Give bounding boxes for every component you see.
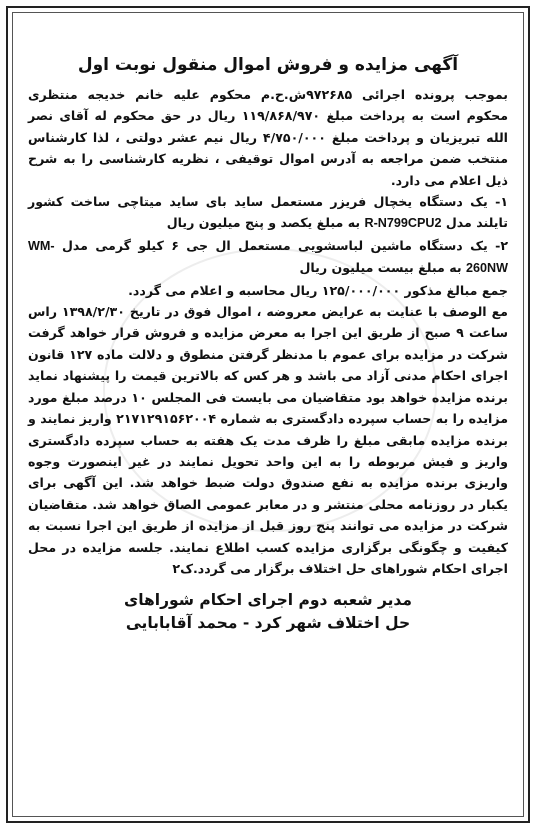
signature-line-1: مدیر شعبه دوم اجرای احکام شوراهای (124, 591, 412, 610)
item-1-model: R-N799CPU2 (364, 216, 442, 231)
item-1 (28, 191, 508, 235)
item-2-price: به مبلغ بیست میلیون ریال (299, 260, 462, 276)
notice-content (28, 54, 508, 635)
body-paragraph: مع الوصف با عنایت به عرایض معروضه ، اموال فوق در تاریخ ۱۳۹۸/۲/۳۰ راس ساعت ۹ صبح از طریق این اجرا به معرض مزایده و فروش قرار خواهد گرفت شرکت در مزایده برای عموم با مدنظر گرفتن منطوق و دلالت ماده ۱۲۷ قانون اجرای احکام مدنی آزاد می باشد و هر کس که بالاترین قیمت را پیشنهاد نماید برنده مزایده خواهد بود متقاضیان می بایست فی المجلس ۱۰ درصد مبلغ مورد مزایده را به حساب سپرده دادگستری به شماره ۲۱۷۱۲۹۱۵۶۲۰۰۴ واریز نمایند و برنده مزایده مابقی مبلغ را ظرف مدت یک هفته به حساب سپرده دادگستری واریز و فیش مربوطه را به این واحد تحویل نمایند در غیر اینصورت وجوه واریزی برنده مزایده به نفع صندوق دولت ضبط خواهد شد. این آگهی برای یکبار در روزنامه محلی منتشر و در معابر عمومی الصاق خواهد شد. متقاضیان شرکت در مزایده می توانند پنج روز قبل از مزایده از طریق این اجرا نسبت به کیفیت و چگونگی برگزاری مزایده کسب اطلاع نمایند. جلسه مزایده در محل اجرای احکام شوراهای حل اختلاف برگزار می گردد.ک۲ (28, 304, 509, 576)
notice-frame (6, 6, 530, 823)
item-1-price: به مبلغ یکصد و پنج میلیون ریال (166, 215, 361, 231)
item-2-model: WM-260NW (28, 238, 508, 276)
item-2-text: ۲- یک دستگاه ماشین لباسشویی مستعمل ال جی ۶ کیلو گرمی مدل (61, 237, 509, 253)
total-paragraph: جمع مبالغ مذکور ۱۲۵/۰۰۰/۰۰۰ ریال محاسبه و اعلام می گردد. (128, 282, 508, 298)
item-1-text: ۱- یک دستگاه یخچال فریزر مستعمل ساید بای ساید میتاچی ساخت کشور تایلند مدل (28, 194, 508, 231)
signature-line-2: حل اختلاف شهر کرد - محمد آقابابایی (125, 614, 411, 633)
notice-title: آگهی مزایده و فروش اموال منقول نوبت اول (77, 55, 459, 75)
intro-paragraph: بموجب پرونده اجرائی ۹۷۲۶۸۵ش.ح.م محکوم علیه خانم خدیجه منتظری محکوم است به پرداخت مبلغ ۱۱۹/۸۶۸/۹۷۰ ریال در حق محکوم له آقای نصر الله تبریزیان و پرداخت مبلغ ۴/۷۵۰/۰۰۰ ریال نیم عشر دولتی ، لذا کارشناس منتخب ضمن مراجعه به آدرس اموال توقیفی ، نظریه کارشناسی را به شرح ذیل اعلام می دارد. (28, 87, 509, 188)
item-2 (28, 235, 508, 280)
signature-block (28, 589, 508, 635)
